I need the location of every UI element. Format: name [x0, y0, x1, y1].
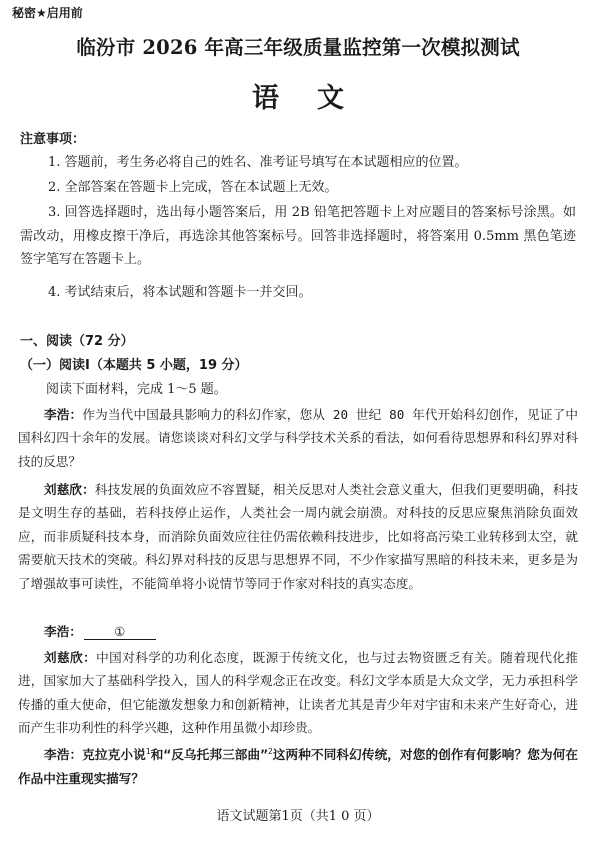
paragraph-text: 和“反乌托邦三部曲” [150, 747, 268, 763]
speaker-label: 李浩： [44, 407, 83, 422]
exam-title: 临汾市 2026 年高三年级质量监控第一次模拟测试 [76, 36, 520, 59]
paragraph-text: 这两种不同科幻传统，对您的创作有何影响？您为何在作品中注重现实描写？ [18, 747, 579, 786]
paragraph-text: 作为当代中国最具影响力的科幻作家，您从 20 世纪 80 年代开始科幻创作，见证了中国科幻四十余年的发展。请您谈谈对科幻文学与科学技术关系的看法，如何看待思想界和科幻界对科技的反思？ [18, 407, 578, 469]
interview-paragraph [18, 646, 578, 740]
notice-item-2: 2. 全部答案在答题卡上完成，答在本试题上无效。 [48, 180, 338, 195]
answer-blank: ① [84, 624, 156, 640]
speaker-label: 刘慈欣： [44, 650, 97, 665]
subject-title: 语文 [252, 83, 382, 114]
notice-heading: 注意事项： [20, 132, 86, 147]
section-heading: 一、阅读（72 分） [20, 334, 134, 349]
reading-instruction: 阅读下面材料，完成 1～5 题。 [46, 382, 227, 397]
subsection-heading: （一）阅读Ⅰ（本题共 5 小题，19 分） [20, 358, 248, 373]
interview-paragraph [18, 740, 578, 790]
footnote-marker: 1 [145, 747, 151, 756]
speaker-label: 刘慈欣： [44, 482, 95, 497]
speaker-label: 李浩： [44, 747, 83, 763]
notice-item-3: 3. 回答选择题时，选出每小题答案后，用 2B 铅笔把答题卡上对应题目的答案标号涂黑。如需改动，用橡皮擦干净后，再选涂其他答案标号。回答非选择题时，将答案用 0.5mm 黑色笔迹签字笔写在答题卡上。 [20, 205, 576, 267]
notice-item-4: 4. 考试结束后，将本试题和答题卡一并交回。 [48, 285, 312, 300]
paragraph-text: 科技发展的负面效应不容置疑，相关反思对人类社会意义重大，但我们更要明确，科技是文明生存的基础，若科技停止运作，人类社会一周内就会崩溃。对科技的反思应聚焦消除负面效应，而非质疑科技本身，而消除负面效应往往仍需依赖科技进步，比如将高污染工业转移到太空，就需要航天技术的突破。科幻界对科技的反思与思想界不同，不少作家描写黑暗的科技未来，更多是为了增强故事可读性，不能简单将小说情节等同于作家对科技的真实态度。 [18, 482, 579, 591]
paragraph-text: 克拉克小说 [82, 747, 146, 763]
footnote-marker: 2 [267, 747, 273, 756]
speaker-label: 李浩： [44, 624, 82, 639]
interview-paragraph [18, 478, 578, 595]
paragraph-text: 中国对科学的功利化态度，既源于传统文化，也与过去物资匮乏有关。随着现代化推进，国家加大了基础科学投入，国人的科学观念正在改变。科幻文学本质是大众文学，无力承担科学传播的重大使命，但它能激发想象力和创新精神，让读者尤其是青少年对宇宙和未来产生好奇心，进而产生非功利性的科学兴趣，这种作用虽微小却珍贵。 [18, 650, 578, 736]
page-footer: 语文试题第1页（共1 0 页） [216, 809, 380, 824]
secret-label: 秘密★启用前 [12, 6, 83, 20]
notice-item-1: 1. 答题前，考生务必将自己的姓名、准考证号填写在本试题相应的位置。 [48, 155, 468, 170]
interview-paragraph [18, 403, 578, 473]
interview-paragraph [44, 621, 156, 640]
